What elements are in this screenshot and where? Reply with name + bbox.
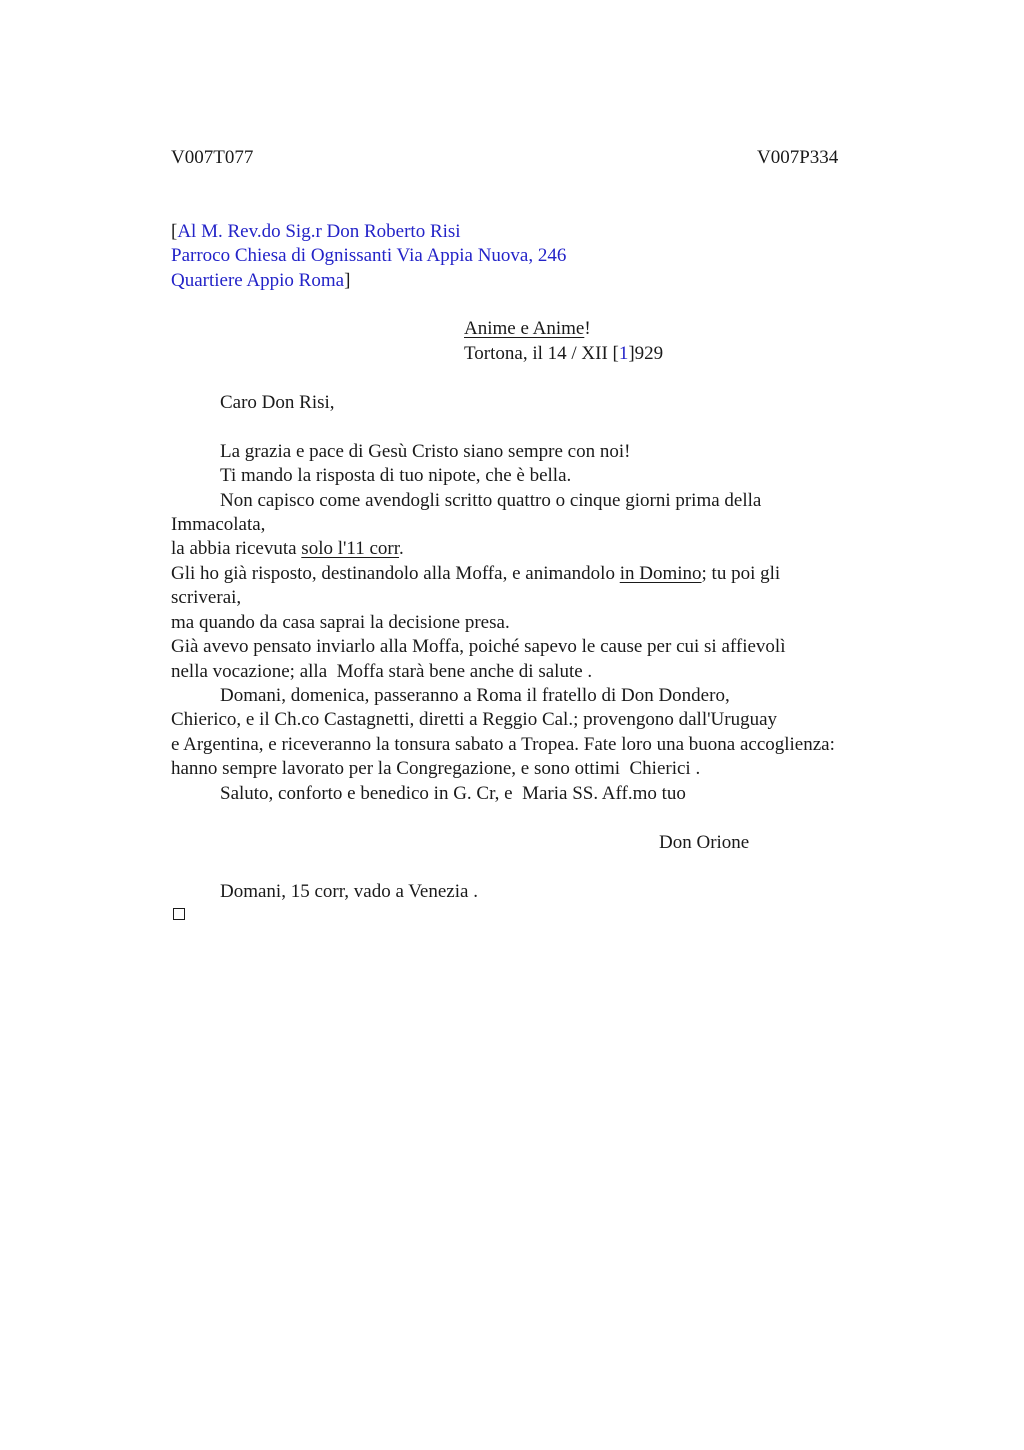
body-line: la abbia ricevuta solo l'11 corr. <box>171 538 404 559</box>
document-code-right: V007P334 <box>757 147 839 168</box>
motto-text: Anime e Anime <box>464 318 585 339</box>
body-line: Immacolata, <box>171 514 266 535</box>
postscript: Domani, 15 corr, vado a Venezia . <box>220 881 478 902</box>
salutation: Caro Don Risi, <box>220 392 335 413</box>
body-line: scriverai, <box>171 587 242 608</box>
body-line: Gli ho già risposto, destinandolo alla Moffa, e animandolo in Domino; tu poi gli <box>171 563 781 584</box>
body-line: Ti mando la risposta di tuo nipote, che è bella. <box>220 465 572 486</box>
date-editorial-digit: 1 <box>618 343 629 364</box>
address-line-3 <box>171 269 350 293</box>
motto: Anime e Anime! <box>464 318 591 339</box>
address-line-2: Parroco Chiesa di Ognissanti Via Appia Nuova, 246 <box>171 245 567 266</box>
body-line: Non capisco come avendogli scritto quattro o cinque giorni prima della <box>220 490 762 511</box>
recipient-name: Al M. Rev.do Sig.r Don Roberto Risi <box>177 221 461 242</box>
document-code-left: V007T077 <box>171 147 254 168</box>
bracket-close: ] <box>344 270 351 291</box>
body-line: Saluto, conforto e benedico in G. Cr, e Maria SS. Aff.mo tuo <box>220 783 686 804</box>
bracket-open: [ <box>171 221 178 242</box>
address-line-1 <box>171 220 461 244</box>
empty-box-glyph <box>173 908 185 920</box>
body-line: Domani, domenica, passeranno a Roma il fratello di Don Dondero, <box>220 685 730 706</box>
body-line: ma quando da casa saprai la decisione presa. <box>171 612 510 633</box>
body-line: Già avevo pensato inviarlo alla Moffa, poiché sapevo le cause per cui si affievolì <box>171 636 786 657</box>
body-line: nella vocazione; alla Moffa starà bene anche di salute . <box>171 661 593 682</box>
body-line: Chierico, e il Ch.co Castagnetti, diretti a Reggio Cal.; provengono dall'Uruguay <box>171 709 778 730</box>
underlined-phrase: solo l'11 corr <box>301 538 400 559</box>
signature: Don Orione <box>659 832 750 853</box>
body-line: hanno sempre lavorato per la Congregazione, e sono ottimi Chierici . <box>171 758 701 779</box>
body-line: La grazia e pace di Gesù Cristo siano sempre con noi! <box>220 441 631 462</box>
body-line: e Argentina, e riceveranno la tonsura sabato a Tropea. Fate loro una buona accoglienza: <box>171 734 835 755</box>
address-city: Quartiere Appio Roma <box>171 270 345 291</box>
underlined-phrase: in Domino <box>619 563 702 584</box>
dateline: Tortona, il 14 / XII [1]929 <box>464 343 664 364</box>
